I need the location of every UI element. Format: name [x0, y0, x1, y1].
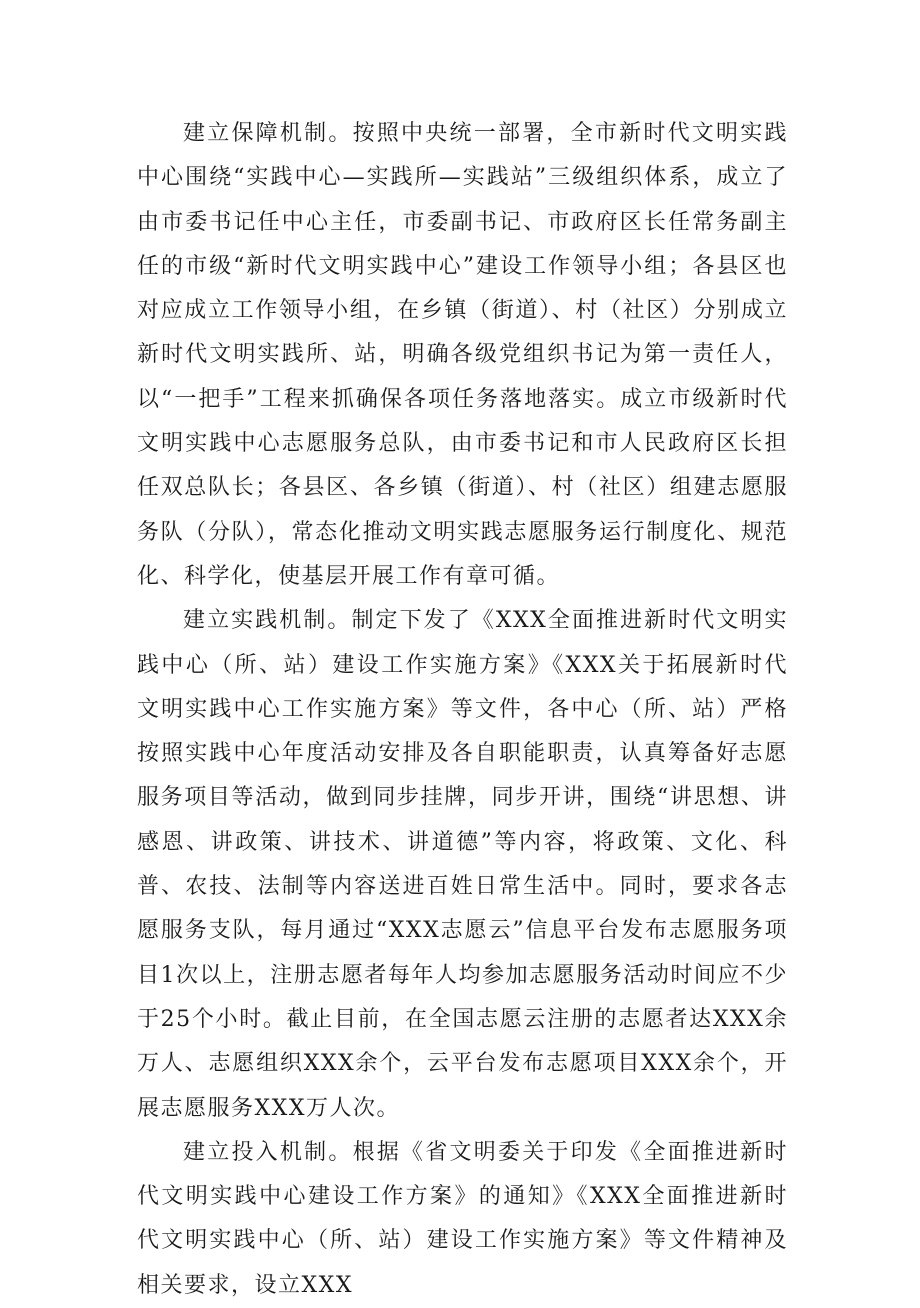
paragraph-investment-mechanism: 建立投入机制。根据《省文明委关于印发《全面推进新时代文明实践中心建设工作方案》的通知》《XXX全面推进新时代文明实践中心（所、站）建设工作实施方案》等文件精神及相关要求，设立XXX [137, 1139, 788, 1298]
paragraph-guarantee-mechanism: 建立保障机制。按照中央统一部署，全市新时代文明实践中心围绕“实践中心—实践所—实践站”三级组织体系，成立了由市委书记任中心主任，市委副书记、市政府区长任常务副主任的市级“新时代文明实践中心”建设工作领导小组；各县区也对应成立工作领导小组，在乡镇（街道）、村（社区）分别成立新时代文明实践所、站，明确各级党组织书记为第一责任人，以“一把手”工程来抓确保各项任务落地落实。成立市级新时代文明实践中心志愿服务总队，由市委书记和市人民政府区长担任双总队长；各县区、各乡镇（街道）、村（社区）组建志愿服务队（分队），常态化推动文明实践志愿服务运行制度化、规范化、科学化，使基层开展工作有章可循。 [137, 121, 788, 589]
paragraph-practice-mechanism: 建立实践机制。制定下发了《XXX全面推进新时代文明实践中心（所、站）建设工作实施方案》《XXX关于拓展新时代文明实践中心工作实施方案》等文件，各中心（所、站）严格按照实践中心年度活动安排及各自职能职责，认真筹备好志愿服务项目等活动，做到同步挂牌，同步开讲，围绕“讲思想、讲感恩、讲政策、讲技术、讲道德”等内容，将政策、文化、科普、农技、法制等内容送进百姓日常生活中。同时，要求各志愿服务支队，每月通过“XXX志愿云”信息平台发布志愿服务项目1次以上，注册志愿者每年人均参加志愿服务活动时间应不少于25个小时。截止目前，在全国志愿云注册的志愿者达XXX余万人、志愿组织XXX余个，云平台发布志愿项目XXX余个，开展志愿服务XXX万人次。 [137, 608, 788, 1121]
document-body [137, 112, 788, 1308]
